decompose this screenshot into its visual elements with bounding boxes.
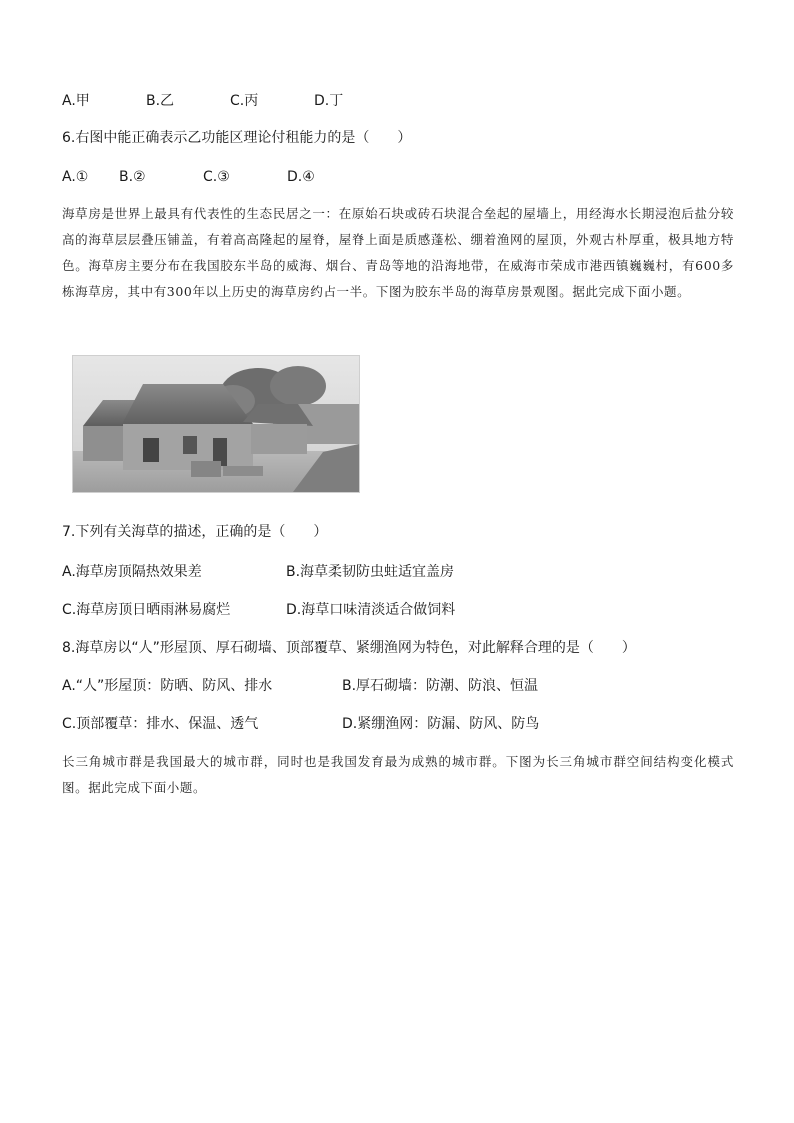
q7-option-c[interactable]: C.海草房顶日晒雨淋易腐烂 — [62, 602, 231, 618]
q8-option-b[interactable]: B.厚石砌墙：防潮、防浪、恒温 — [342, 678, 539, 694]
q7-option-b[interactable]: B.海草柔韧防虫蛀适宜盖房 — [286, 564, 455, 580]
q8-option-a[interactable]: A.“人”形屋顶：防晒、防风、排水 — [62, 678, 273, 694]
q7-option-a[interactable]: A.海草房顶隔热效果差 — [62, 564, 202, 580]
seaweed-house-photo — [72, 355, 360, 493]
q5-option-c[interactable]: C.丙 — [230, 93, 259, 109]
q6-stem: 6.右图中能正确表示乙功能区理论付租能力的是（ ） — [62, 130, 412, 146]
q7-stem: 7.下列有关海草的描述，正确的是（ ） — [62, 524, 328, 540]
yangtze-delta-passage: 长三角城市群是我国最大的城市群，同时也是我国发育最为成熟的城市群。下图为长三角城市群空间结构变化模式图。据此完成下面小题。 — [62, 754, 734, 795]
seaweed-house-passage: 海草房是世界上最具有代表性的生态民居之一：在原始石块或砖石块混合垒起的屋墙上，用经海水长期浸泡后盐分较高的海草层层叠压铺盖，有着高高隆起的屋脊，屋脊上面是质感蓬松、绷着渔网的屋顶，外观古朴厚重，极具地方特色。海草房主要分布在我国胶东半岛的威海、烟台、青岛等地的沿海地带，在威海市荣成市港西镇巍巍村，有600多栋海草房，其中有300年以上历史的海草房约占一半。下图为胶东半岛的海草房景观图。据此完成下面小题。 — [62, 206, 734, 299]
q6-option-c[interactable]: C.③ — [203, 169, 230, 185]
q5-option-b[interactable]: B.乙 — [146, 93, 175, 109]
q6-option-a[interactable]: A.① — [62, 169, 89, 185]
q6-option-b[interactable]: B.② — [119, 169, 146, 185]
q6-option-d[interactable]: D.④ — [287, 169, 315, 185]
q8-option-c[interactable]: C.顶部覆草：排水、保温、透气 — [62, 716, 259, 732]
q7-option-d[interactable]: D.海草口味清淡适合做饲料 — [286, 602, 456, 618]
q5-option-a[interactable]: A.甲 — [62, 93, 90, 109]
q5-option-d[interactable]: D.丁 — [314, 93, 344, 109]
q8-stem: 8.海草房以“人”形屋顶、厚石砌墙、顶部覆草、紧绷渔网为特色，对此解释合理的是（ ） — [62, 640, 636, 656]
q8-option-d[interactable]: D.紧绷渔网：防漏、防风、防鸟 — [342, 716, 540, 732]
